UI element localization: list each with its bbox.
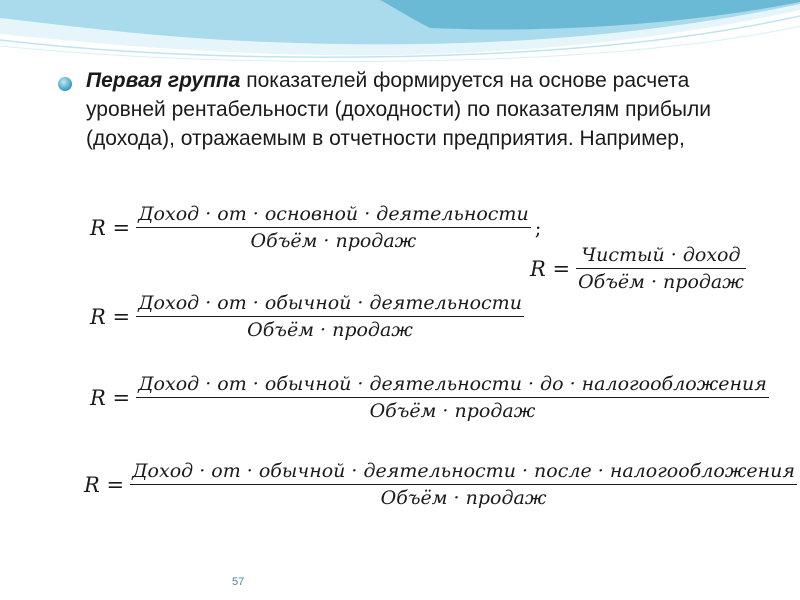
formula-1 — [90, 203, 541, 252]
formula-denominator: Объём · продаж — [380, 487, 547, 509]
formula-3 — [90, 292, 524, 341]
formula-numerator: Доход · от · основной · деятельности — [138, 203, 529, 225]
formula-fraction — [576, 244, 746, 293]
formula-tail: ; — [534, 215, 542, 240]
formula-lhs: R = — [530, 256, 571, 281]
formula-5 — [84, 460, 797, 509]
formula-denominator: Объём · продаж — [247, 319, 413, 341]
formula-2 — [530, 244, 746, 293]
formula-denominator: Объём · продаж — [578, 271, 744, 293]
page-number: 57 — [232, 576, 245, 588]
formula-numerator: Доход · от · обычной · деятельности — [138, 292, 522, 314]
intro-text: показателей формируется на основе расчета уровней рентабельности (доходности) по показателям прибыли (дохода), отражаемым в отчетности предприятия. Например, — [86, 69, 711, 150]
formula-denominator: Объём · продаж — [250, 230, 417, 252]
intro-paragraph — [86, 66, 766, 153]
formula-lhs: R = — [90, 304, 131, 329]
formula-4 — [90, 373, 769, 422]
intro-bold-text: Первая группа — [86, 69, 241, 92]
bullet-icon — [57, 76, 73, 92]
formula-lhs: R = — [90, 385, 131, 410]
formula-lhs: R = — [84, 472, 125, 497]
formula-fraction — [136, 203, 531, 252]
formula-fraction — [136, 373, 769, 422]
formula-fraction — [130, 460, 797, 509]
formula-numerator: Доход · от · обычной · деятельности · до · налогообложения — [138, 373, 767, 395]
formula-fraction — [136, 292, 524, 341]
formula-numerator: Доход · от · обычной · деятельности · после · налогообложения — [132, 460, 795, 482]
formula-lhs: R = — [90, 215, 131, 240]
formula-denominator: Объём · продаж — [369, 400, 536, 422]
formula-numerator: Чистый · доход — [581, 244, 741, 266]
